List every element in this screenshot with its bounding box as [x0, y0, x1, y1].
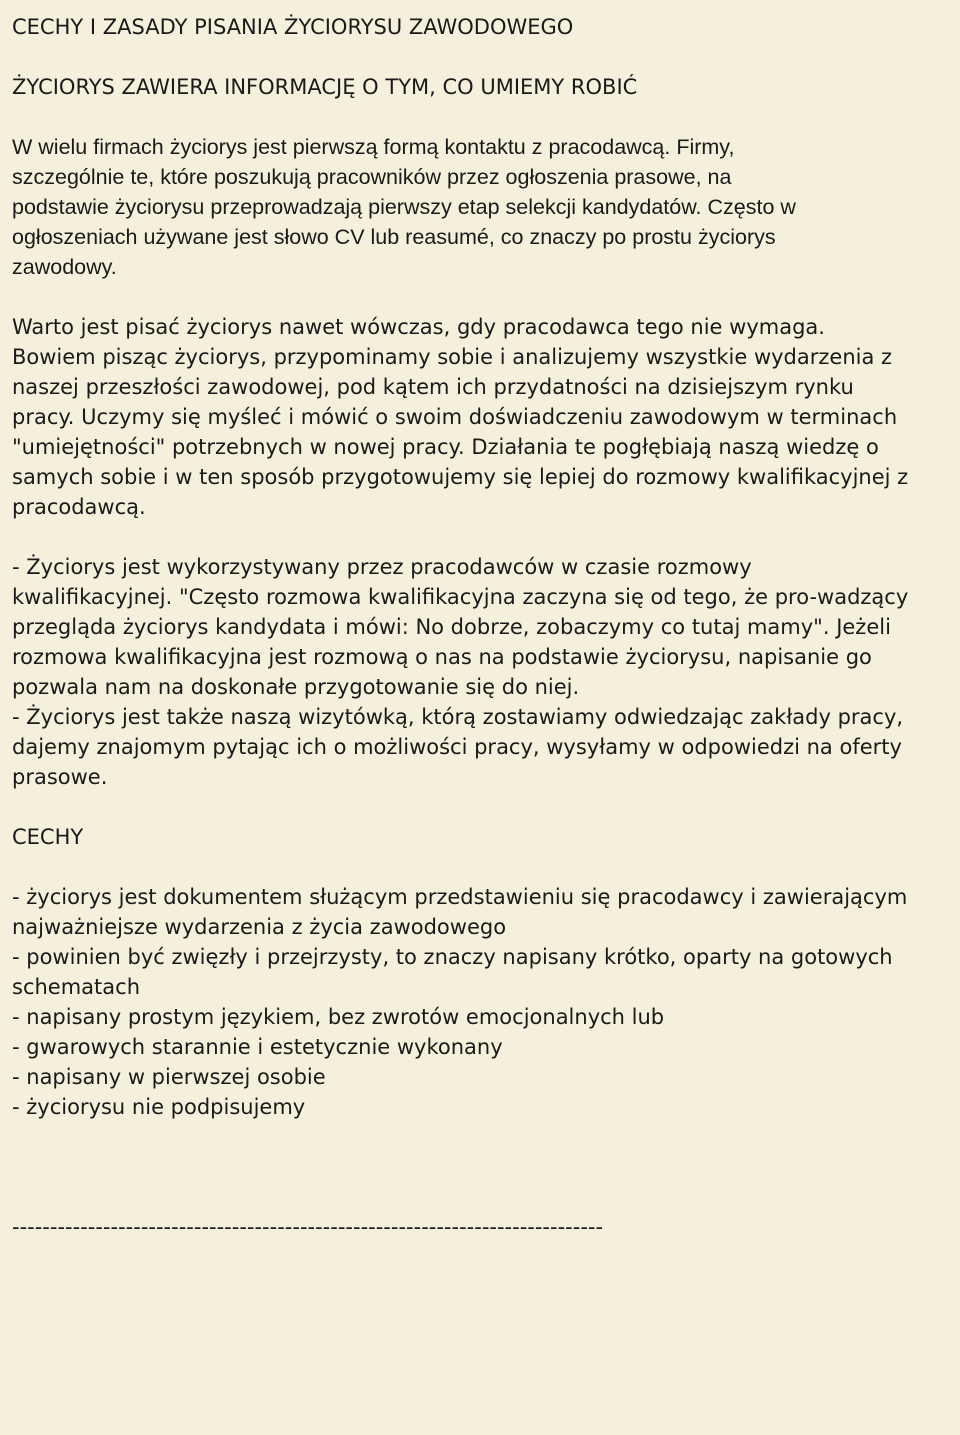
document-subtitle: ŻYCIORYS ZAWIERA INFORMACJĘ O TYM, CO UMIEMY ROBIĆ: [12, 75, 638, 99]
spacer: [12, 1152, 948, 1212]
document-title: CECHY I ZASADY PISANIA ŻYCIORYSU ZAWODOWEGO: [12, 15, 574, 39]
text-line: pozwala nam na doskonałe przygotowanie się do niej.: [12, 675, 580, 699]
list-item: - gwarowych starannie i estetycznie wykonany: [12, 1035, 503, 1059]
text-line: ogłoszeniach używane jest słowo CV lub reasumé, co znaczy po prostu życiorys: [12, 225, 776, 249]
list-item: najważniejsze wydarzenia z życia zawodowego: [12, 915, 507, 939]
paragraph-intro: [12, 132, 948, 282]
list-item: - życiorys jest dokumentem służącym przedstawieniu się pracodawcy i zawierającym: [12, 885, 908, 909]
text-line: prasowe.: [12, 765, 108, 789]
text-line: Bowiem pisząc życiorys, przypominamy sobie i analizujemy wszystkie wydarzenia z: [12, 345, 893, 369]
text-line: "umiejętności" potrzebnych w nowej pracy. Działania te pogłębiają naszą wiedzę o: [12, 435, 879, 459]
list-item: - napisany w pierwszej osobie: [12, 1065, 326, 1089]
text-line: - Życiorys jest wykorzystywany przez pracodawców w czasie rozmowy: [12, 555, 752, 579]
list-item: schematach: [12, 975, 140, 999]
list-item: - życiorysu nie podpisujemy: [12, 1095, 306, 1119]
text-line: szczególnie te, które poszukują pracowników przez ogłoszenia prasowe, na: [12, 165, 732, 189]
list-item: - napisany prostym językiem, bez zwrotów emocjonalnych lub: [12, 1005, 665, 1029]
text-line: pracodawcą.: [12, 495, 146, 519]
text-line: kwalifikacyjnej. "Często rozmowa kwalifikacyjna zaczyna się od tego, że pro-wadzący: [12, 585, 909, 609]
features-list: [12, 882, 948, 1122]
text-line: samych sobie i w ten sposób przygotowujemy się lepiej do rozmowy kwalifikacyjnej z: [12, 465, 909, 489]
text-line: W wielu firmach życiorys jest pierwszą formą kontaktu z pracodawcą. Firmy,: [12, 135, 735, 159]
text-line: naszej przeszłości zawodowej, pod kątem ich przydatności na dzisiejszym rynku: [12, 375, 854, 399]
text-line: zawodowy.: [12, 255, 117, 279]
text-line: pracy. Uczymy się myśleć i mówić o swoim doświadczeniu zawodowym w terminach: [12, 405, 898, 429]
text-line: podstawie życiorysu przeprowadzają pierwszy etap selekcji kandydatów. Często w: [12, 195, 796, 219]
list-item: - powinien być zwięzły i przejrzysty, to znaczy napisany krótko, oparty na gotowych: [12, 945, 893, 969]
text-line: dajemy znajomym pytając ich o możliwości pracy, wysyłamy w odpowiedzi na oferty: [12, 735, 902, 759]
text-line: Warto jest pisać życiorys nawet wówczas, gdy pracodawca tego nie wymaga.: [12, 315, 825, 339]
text-line: przegląda życiorys kandydata i mówi: No dobrze, zobaczymy co tutaj mamy". Jeżeli: [12, 615, 891, 639]
section-heading: CECHY: [12, 825, 84, 849]
text-line: - Życiorys jest także naszą wizytówką, którą zostawiamy odwiedzając zakłady pracy,: [12, 705, 904, 729]
paragraph-why-write: [12, 312, 948, 522]
dashed-divider: ------------------------------------------------------------------------------: [12, 1215, 604, 1239]
paragraph-usage: [12, 552, 948, 792]
text-line: rozmowa kwalifikacyjna jest rozmową o nas na podstawie życiorysu, napisanie go: [12, 645, 872, 669]
